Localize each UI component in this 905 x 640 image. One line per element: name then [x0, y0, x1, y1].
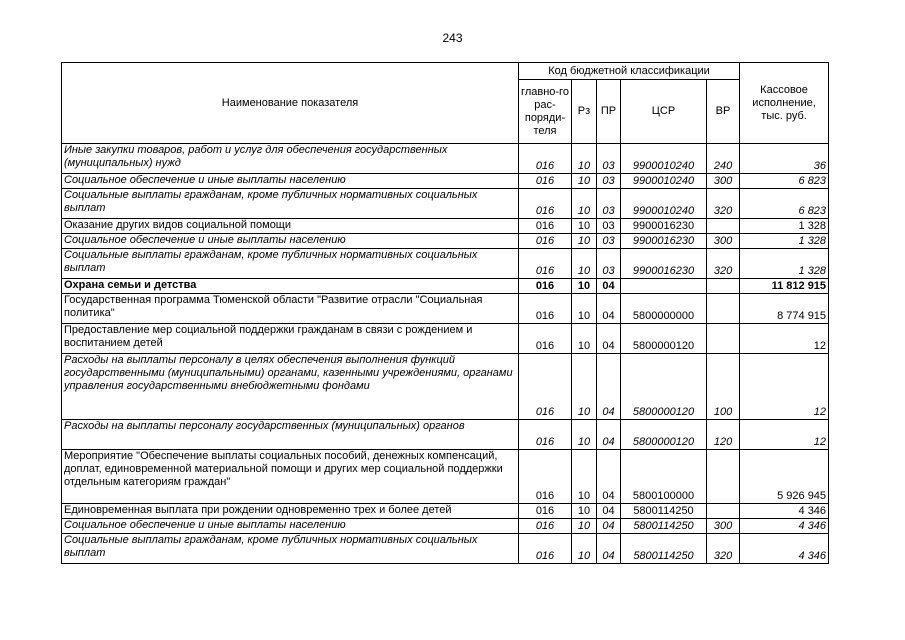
table-row — [62, 279, 829, 294]
row-vr: 120 — [707, 420, 740, 450]
page-number: 243 — [442, 31, 463, 45]
header-csr: ЦСР — [621, 80, 707, 144]
row-sum: 1 328 — [740, 249, 829, 279]
table-body — [62, 144, 829, 564]
row-vr — [707, 279, 740, 294]
row-pr: 03 — [597, 219, 621, 234]
row-rz: 10 — [572, 519, 597, 534]
row-sum: 12 — [740, 420, 829, 450]
row-name: Государственная программа Тюменской области "Развитие отрасли "Социальная политика" — [62, 294, 519, 324]
row-sum: 4 346 — [740, 504, 829, 519]
row-name: Социальные выплаты гражданам, кроме публичных нормативных социальных выплат — [62, 534, 519, 564]
row-sum: 4 346 — [740, 519, 829, 534]
budget-table — [61, 62, 829, 564]
row-name: Охрана семьи и детства — [62, 279, 519, 294]
row-pr: 04 — [597, 279, 621, 294]
row-csr: 9900010240 — [621, 189, 707, 219]
row-pr: 04 — [597, 504, 621, 519]
row-sum: 6 823 — [740, 189, 829, 219]
row-pr: 04 — [597, 294, 621, 324]
row-vr: 240 — [707, 144, 740, 174]
row-name: Социальные выплаты гражданам, кроме публичных нормативных социальных выплат — [62, 249, 519, 279]
row-vr: 100 — [707, 354, 740, 420]
table-row — [62, 294, 829, 324]
row-pr: 04 — [597, 420, 621, 450]
table-row — [62, 219, 829, 234]
header-name: Наименование показателя — [62, 63, 519, 144]
row-sum: 4 346 — [740, 534, 829, 564]
row-code: 016 — [519, 249, 572, 279]
row-code: 016 — [519, 219, 572, 234]
row-pr: 03 — [597, 144, 621, 174]
row-name: Расходы на выплаты персоналу государственных (муниципальных) органов — [62, 420, 519, 450]
row-code: 016 — [519, 450, 572, 504]
row-vr: 320 — [707, 534, 740, 564]
row-sum: 36 — [740, 144, 829, 174]
row-vr — [707, 450, 740, 504]
header-classification-group: Код бюджетной классификации — [519, 63, 740, 80]
row-csr: 5800114250 — [621, 519, 707, 534]
header-main-manager-code: главно-го рас-поряди-теля — [519, 80, 572, 144]
table-row — [62, 504, 829, 519]
row-code: 016 — [519, 534, 572, 564]
row-name: Социальное обеспечение и иные выплаты населению — [62, 519, 519, 534]
row-sum: 1 328 — [740, 234, 829, 249]
row-rz: 10 — [572, 174, 597, 189]
row-code: 016 — [519, 504, 572, 519]
row-vr — [707, 294, 740, 324]
row-csr: 5800114250 — [621, 504, 707, 519]
row-pr: 04 — [597, 354, 621, 420]
row-csr: 5800100000 — [621, 450, 707, 504]
row-csr: 5800114250 — [621, 534, 707, 564]
row-pr: 04 — [597, 324, 621, 354]
row-code: 016 — [519, 420, 572, 450]
row-pr: 04 — [597, 450, 621, 504]
row-csr: 9900010240 — [621, 174, 707, 189]
row-sum: 11 812 915 — [740, 279, 829, 294]
row-rz: 10 — [572, 294, 597, 324]
row-rz: 10 — [572, 279, 597, 294]
row-sum: 5 926 945 — [740, 450, 829, 504]
row-csr: 9900016230 — [621, 234, 707, 249]
table-row — [62, 189, 829, 219]
row-pr: 03 — [597, 189, 621, 219]
row-pr: 04 — [597, 534, 621, 564]
row-rz: 10 — [572, 219, 597, 234]
row-code: 016 — [519, 324, 572, 354]
row-vr: 300 — [707, 174, 740, 189]
row-pr: 03 — [597, 234, 621, 249]
table-row — [62, 420, 829, 450]
row-rz: 10 — [572, 189, 597, 219]
row-code: 016 — [519, 519, 572, 534]
row-rz: 10 — [572, 144, 597, 174]
row-sum: 12 — [740, 324, 829, 354]
row-sum: 6 823 — [740, 174, 829, 189]
row-rz: 10 — [572, 504, 597, 519]
row-sum: 8 774 915 — [740, 294, 829, 324]
row-rz: 10 — [572, 450, 597, 504]
row-vr: 300 — [707, 234, 740, 249]
row-pr: 03 — [597, 249, 621, 279]
header-vr: ВР — [707, 80, 740, 144]
row-name: Единовременная выплата при рождении одновременно трех и более детей — [62, 504, 519, 519]
row-code: 016 — [519, 189, 572, 219]
row-csr: 5800000000 — [621, 294, 707, 324]
row-code: 016 — [519, 144, 572, 174]
row-vr: 300 — [707, 519, 740, 534]
row-rz: 10 — [572, 420, 597, 450]
row-name: Расходы на выплаты персоналу в целях обеспечения выполнения функций государственными (муниципальными) органами, казенными учреждениями, органами управления государственными внебюджетными фондами — [62, 354, 519, 420]
row-code: 016 — [519, 234, 572, 249]
row-csr: 9900016230 — [621, 249, 707, 279]
row-sum: 12 — [740, 354, 829, 420]
table-row — [62, 354, 829, 420]
row-csr: 9900010240 — [621, 144, 707, 174]
header-pr: ПР — [597, 80, 621, 144]
table-row — [62, 249, 829, 279]
table-row — [62, 234, 829, 249]
row-rz: 10 — [572, 234, 597, 249]
row-name: Иные закупки товаров, работ и услуг для обеспечения государственных (муниципальных) нужд — [62, 144, 519, 174]
table-row — [62, 450, 829, 504]
row-csr: 5800000120 — [621, 354, 707, 420]
row-csr: 5800000120 — [621, 324, 707, 354]
table-row — [62, 324, 829, 354]
table-row — [62, 534, 829, 564]
row-name: Социальные выплаты гражданам, кроме публичных нормативных социальных выплат — [62, 189, 519, 219]
row-pr: 03 — [597, 174, 621, 189]
row-name: Оказание других видов социальной помощи — [62, 219, 519, 234]
row-rz: 10 — [572, 354, 597, 420]
row-csr: 5800000120 — [621, 420, 707, 450]
row-name: Социальное обеспечение и иные выплаты населению — [62, 174, 519, 189]
row-rz: 10 — [572, 324, 597, 354]
row-code: 016 — [519, 354, 572, 420]
row-pr: 04 — [597, 519, 621, 534]
row-name: Предоставление мер социальной поддержки гражданам в связи с рождением и воспитанием детей — [62, 324, 519, 354]
row-vr — [707, 324, 740, 354]
row-code: 016 — [519, 174, 572, 189]
row-sum: 1 328 — [740, 219, 829, 234]
row-csr — [621, 279, 707, 294]
row-rz: 10 — [572, 534, 597, 564]
table-row — [62, 144, 829, 174]
row-name: Мероприятие "Обеспечение выплаты социальных пособий, денежных компенсаций, доплат, единовременной материальной помощи и других мер социальной поддержки отдельным категориям граждан" — [62, 450, 519, 504]
row-name: Социальное обеспечение и иные выплаты населению — [62, 234, 519, 249]
row-vr — [707, 219, 740, 234]
header-cash-execution: Кассовое исполнение, тыс. руб. — [740, 63, 829, 144]
row-code: 016 — [519, 294, 572, 324]
row-vr: 320 — [707, 189, 740, 219]
row-code: 016 — [519, 279, 572, 294]
row-vr — [707, 504, 740, 519]
header-rz: Рз — [572, 80, 597, 144]
row-rz: 10 — [572, 249, 597, 279]
row-csr: 9900016230 — [621, 219, 707, 234]
table-row — [62, 174, 829, 189]
row-vr: 320 — [707, 249, 740, 279]
table-row — [62, 519, 829, 534]
